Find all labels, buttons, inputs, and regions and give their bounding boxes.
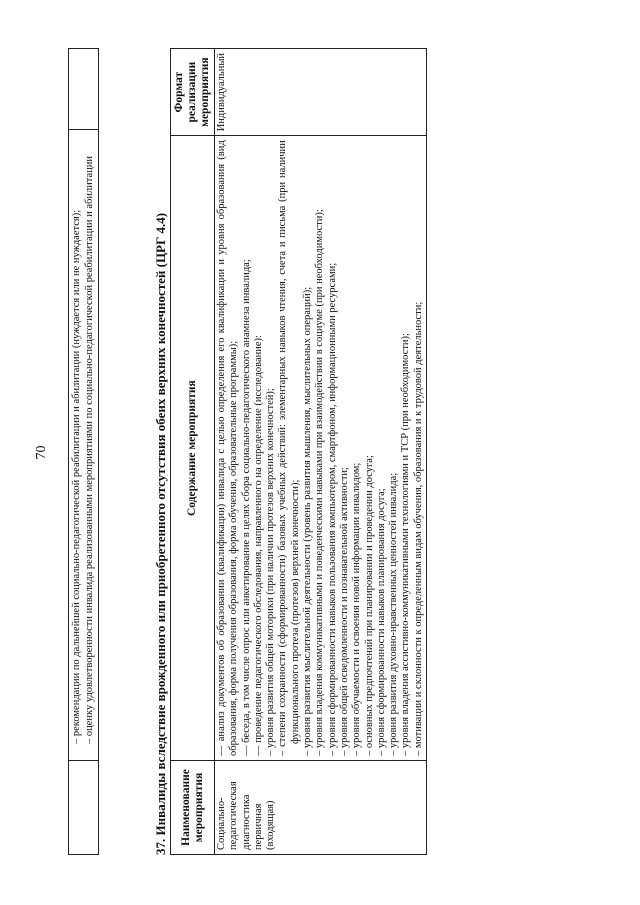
list-item: – уровня развития общей моторики (при наличии протезов верхних конечностей); — [265, 388, 277, 756]
list-item: — беседа, в том числе опрос или анкетирование в целях сбора социально-педагогического анамнеза инвалида; — [240, 259, 252, 756]
list-item: — анализ документов об образовании (квалификации) инвалида с целью определения его квалификации и уровня образования (вид образования, форма получения образования, форма обучения, образовательные программы); — [216, 140, 240, 756]
list-item: – уровня общей осведомленности и познавательной активности; — [338, 467, 350, 756]
list-item: – рекомендации по дальнейшей социально-педагогической реабилитации и абилитации (нуждается или не нуждается); — [71, 209, 82, 744]
header-format: Формат реализации мероприятия — [171, 49, 215, 136]
list-item: – уровня владения коммуникативными и поведенческими навыками при взаимодействии в социуме (при необходимости); — [314, 209, 326, 756]
measure-format: Индивидуальный — [215, 49, 427, 136]
measure-name: Социально-педагогическая диагностика первичная (входящая) — [215, 761, 427, 855]
list-item: – оценку удовлетворенности инвалида реализованными мероприятиями по социально-педагогической реабилитации и абилитации — [83, 155, 95, 744]
table-row — [69, 49, 99, 855]
format-cell — [69, 49, 99, 130]
list-item: – уровня владения ассистивно-коммуникативными технологиями и ТСР (при необходимости); — [400, 333, 412, 756]
measure-content — [215, 136, 427, 761]
header-name: Наименование мероприятия — [171, 761, 215, 855]
list-item: – степени сохранности (сформированности) базовых учебных действий: элементарных навыков чтения, счета и письма (при наличии функционального протеза (протезов) верхней конечности); — [277, 140, 301, 756]
header-content: Содержание мероприятия — [171, 136, 215, 761]
list-item: — проведение педагогического обследования, направленного на определение (исследование): — [252, 335, 264, 756]
name-cell — [69, 761, 99, 855]
list-item: – мотивации и склонности к определенным видам обучения, образования и к трудовой деятельности; — [412, 301, 424, 756]
table-row — [215, 49, 427, 855]
table-header-row — [171, 49, 215, 855]
list-item: – уровня сформированности навыков пользования компьютером, смартфоном, информационными ресурсами; — [326, 262, 338, 756]
continuation-table — [68, 48, 99, 855]
page-number: 70 — [34, 445, 49, 460]
list-item: – уровня развития мыслительной деятельности (уровень развития мышления, мыслительных операций); — [302, 286, 314, 756]
section-title: 37. Инвалиды вследствие врожденного или приобретенного отсутствия обеих верхних конечностей (ЦРГ 4.4) — [153, 212, 168, 855]
content-cell — [69, 130, 99, 761]
list-item: – уровня развития духовно-нравственных ценностей инвалида; — [388, 472, 400, 756]
measures-table — [170, 48, 427, 855]
list-item: – основных предпочтений при планировании и проведении досуга; — [363, 455, 375, 756]
list-item: – уровня сформированности навыков планирования досуга; — [375, 488, 387, 756]
list-item: – уровня обучаемости и освоения новой информации инвалидом; — [351, 462, 363, 756]
